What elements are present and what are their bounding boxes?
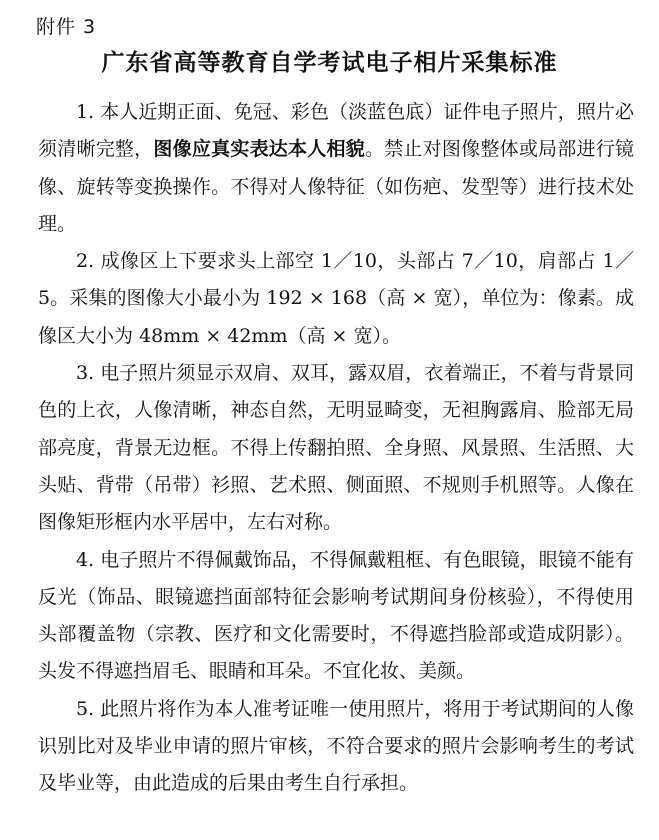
- paragraph-2: 2. 成像区上下要求头上部空 1／10，头部占 7／10，肩部占 1／5。采集的图像大小最小为 192 × 168（高 × 宽），单位为：像素。成像区大小为 48mm × 42mm（高 × 宽）。: [38, 250, 634, 347]
- paragraph-1-bold-text: 图像应真实表达本人相貌: [153, 138, 365, 161]
- paragraph-1: [38, 94, 634, 243]
- paragraph-4: 4. 电子照片不得佩戴饰品，不得佩戴粗框、有色眼镜，眼镜不能有反光（饰品、眼镜遮挡面部特征会影响考试期间身份核验），不得使用头部覆盖物（宗教、医疗和文化需要时，不得遮挡脸部或造成阴影）。头发不得遮挡眉毛、眼睛和耳朵。不宜化妆、美颜。: [38, 548, 634, 683]
- attachment-label: 附件 3: [36, 16, 97, 38]
- document-title: 广东省高等教育自学考试电子相片采集标准: [101, 50, 558, 76]
- paragraph-3: 3. 电子照片须显示双肩、双耳，露双眉，衣着端正，不着与背景同色的上衣，人像清晰，神态自然，无明显畸变，无袒胸露肩、脸部无局部亮度，背景无边框。不得上传翻拍照、全身照、风景照、生活照、大头贴、背带（吊带）衫照、艺术照、侧面照、不规则手机照等。人像在图像矩形框内水平居中，左右对称。: [38, 362, 634, 534]
- document-body: [38, 94, 634, 803]
- paragraph-1-text-start: 1. 本人近期正面、免冠、彩色（淡蓝色底）证件电子照片，照片必须清晰完整，: [38, 101, 634, 161]
- paragraph-1-text-end: 。禁止对图像整体或局部进行镜像、旋转等变换操作。不得对人像特征（如伤疤、发型等）进行技术处理。: [38, 138, 634, 235]
- paragraph-5: 5. 此照片将作为本人准考证唯一使用照片，将用于考试期间的人像识别比对及毕业申请的照片审核，不符合要求的照片会影响考生的考试及毕业等，由此造成的后果由考生自行承担。: [38, 697, 634, 795]
